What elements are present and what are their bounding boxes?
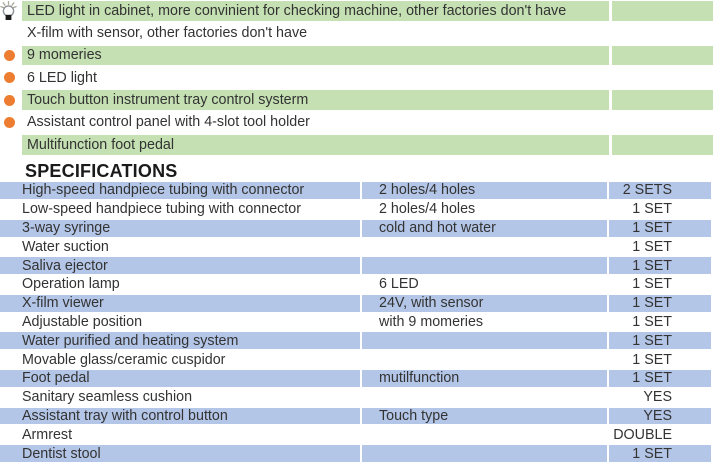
feature-side-cell: [612, 135, 713, 155]
spec-table-row: [0, 314, 713, 333]
feature-text-cell: [22, 112, 609, 132]
features-table: [0, 1, 713, 157]
spec-detail-cell: 2 holes/4 holes: [362, 182, 607, 199]
spec-table-row: [0, 332, 713, 351]
feature-text-cell: [22, 68, 609, 88]
spec-quantity-cell: 1 SET: [609, 295, 711, 312]
spec-item-cell: Dentist stool: [0, 445, 360, 462]
spec-quantity-cell: 1 SET: [632, 238, 672, 255]
spec-item-cell: Saliva ejector: [0, 257, 360, 274]
spec-quantity-cell: 1 SET: [609, 370, 711, 387]
spec-table-row: [0, 276, 713, 295]
feature-row: [0, 68, 713, 90]
feature-marker: [0, 135, 22, 155]
feature-text: 9 momeries: [27, 47, 102, 64]
spec-item-cell: High-speed handpiece tubing with connector: [0, 182, 360, 199]
spec-item-cell: 3-way syringe: [0, 220, 360, 237]
spec-detail-cell: 2 holes/4 holes: [379, 201, 476, 218]
feature-marker: [0, 23, 22, 43]
spec-detail-cell: [362, 389, 607, 406]
spec-detail-cell: cold and hot water: [362, 220, 607, 237]
feature-row: [0, 1, 713, 23]
spec-item-cell: Movable glass/ceramic cuspidor: [22, 351, 226, 368]
bullet-dot-icon: [0, 90, 22, 110]
feature-side-cell: [612, 90, 713, 110]
spec-table-row: [0, 351, 713, 370]
spec-quantity-cell: 1 SET: [609, 445, 711, 462]
spec-quantity-cell: 2 SETS: [609, 182, 711, 199]
bullet-dot-icon: [0, 46, 22, 66]
feature-row: [0, 112, 713, 134]
feature-text: Assistant control panel with 4-slot tool holder: [27, 114, 310, 131]
spec-detail-cell: [362, 332, 607, 349]
spec-detail-cell: [362, 351, 607, 368]
spec-detail-cell: [362, 257, 607, 274]
feature-side-cell: [612, 112, 713, 132]
spec-table-row: [0, 445, 713, 464]
spec-table-row: [0, 295, 713, 314]
feature-text: Multifunction foot pedal: [27, 136, 175, 153]
spec-item-cell: Operation lamp: [22, 276, 120, 293]
spec-quantity-cell: 1 SET: [632, 201, 672, 218]
spec-table-row: [0, 257, 713, 276]
feature-text: LED light in cabinet, more convinient for checking machine, other factories don't have: [27, 2, 567, 19]
spec-table-row: [0, 220, 713, 239]
feature-side-cell: [612, 23, 713, 43]
feature-text: 6 LED light: [27, 69, 97, 86]
feature-text-cell: [22, 1, 609, 21]
feature-row: [0, 90, 713, 112]
spec-quantity-cell: 1 SET: [632, 314, 672, 331]
spec-table-row: [0, 370, 713, 389]
feature-text-cell: [22, 46, 609, 66]
spec-quantity-cell: 1 SET: [609, 332, 711, 349]
bullet-dot-icon: [0, 68, 22, 88]
feature-side-cell: [612, 68, 713, 88]
feature-row: [0, 46, 713, 68]
spec-detail-cell: 6 LED: [379, 276, 419, 293]
feature-side-cell: [612, 46, 713, 66]
spec-detail-cell: 24V, with sensor: [362, 295, 607, 312]
spec-item-cell: Water suction: [22, 238, 109, 255]
spec-table-row: [0, 201, 713, 220]
spec-table-row: [0, 238, 713, 257]
spec-detail-cell: [362, 445, 607, 462]
spec-detail-cell: mutilfunction: [362, 370, 607, 387]
spec-table-row: [0, 408, 713, 427]
spec-detail-cell: Touch type: [362, 408, 607, 425]
specifications-heading: SPECIFICATIONS: [25, 161, 178, 181]
feature-row: [0, 135, 713, 157]
spec-quantity-cell: DOUBLE: [613, 426, 672, 443]
spec-item-cell: Armrest: [22, 426, 73, 443]
spec-detail-cell: [362, 238, 607, 255]
spec-detail-cell: with 9 momeries: [379, 314, 484, 331]
feature-text-cell: [22, 135, 609, 155]
feature-text-cell: [22, 90, 609, 110]
spec-item-cell: Adjustable position: [22, 314, 143, 331]
spec-quantity-cell: 1 SET: [609, 257, 711, 274]
spec-item-cell: Sanitary seamless cushion: [22, 389, 193, 406]
feature-row: [0, 23, 713, 45]
specifications-table: [0, 182, 713, 464]
spec-quantity-cell: YES: [609, 408, 711, 425]
spec-table-row: [0, 426, 713, 445]
spec-quantity-cell: 1 SET: [609, 220, 711, 237]
spec-quantity-cell: 1 SET: [632, 351, 672, 368]
spec-quantity-cell: YES: [643, 389, 672, 406]
spec-table-row: [0, 389, 713, 408]
spec-item-cell: Foot pedal: [0, 370, 360, 387]
spec-quantity-cell: 1 SET: [632, 276, 672, 293]
spec-table-row: [0, 182, 713, 201]
light-bulb-icon: [0, 1, 22, 21]
feature-text: X-film with sensor, other factories don't have: [27, 25, 308, 42]
feature-text-cell: [22, 23, 609, 43]
spec-item-cell: Assistant tray with control button: [0, 408, 360, 425]
spec-item-cell: Low-speed handpiece tubing with connector: [22, 201, 301, 218]
spec-item-cell: Water purified and heating system: [0, 332, 360, 349]
feature-side-cell: [612, 1, 713, 21]
spec-detail-cell: [362, 426, 607, 443]
feature-text: Touch button instrument tray control systerm: [27, 92, 309, 109]
bullet-dot-icon: [0, 112, 22, 132]
spec-item-cell: X-film viewer: [0, 295, 360, 312]
